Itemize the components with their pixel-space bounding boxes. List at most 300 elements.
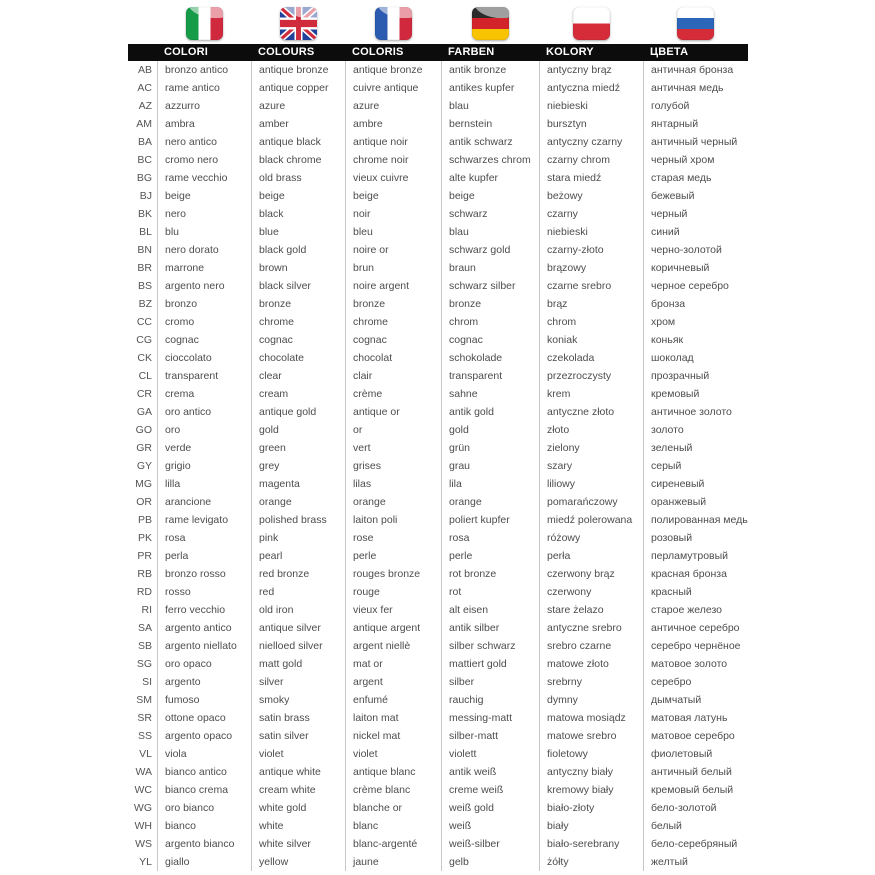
color-name: бело-золотой — [643, 799, 747, 817]
color-name: cognac — [251, 331, 345, 349]
color-name: chocolat — [345, 349, 441, 367]
color-name: beige — [157, 187, 251, 205]
color-name: старая медь — [643, 169, 747, 187]
color-name: chrom — [441, 313, 539, 331]
color-name: miedź polerowana — [539, 511, 643, 529]
color-name: старое железо — [643, 601, 747, 619]
color-name: ambre — [345, 115, 441, 133]
color-name: bronzo rosso — [157, 565, 251, 583]
color-name: cognac — [157, 331, 251, 349]
color-name: azure — [251, 97, 345, 115]
table-row — [128, 367, 748, 385]
table-row — [128, 691, 748, 709]
color-name: clair — [345, 367, 441, 385]
color-name: silber — [441, 673, 539, 691]
color-code: SS — [137, 730, 152, 742]
color-name: rose — [345, 529, 441, 547]
color-name: noire argent — [345, 277, 441, 295]
color-name: sahne — [441, 385, 539, 403]
color-name: violett — [441, 745, 539, 763]
color-name: czarny chrom — [539, 151, 643, 169]
color-name: золото — [643, 421, 747, 439]
table-row — [128, 799, 748, 817]
color-name: голубой — [643, 97, 747, 115]
color-name: rosa — [157, 529, 251, 547]
column-header-6: ЦВЕТА — [650, 46, 689, 58]
color-name: antique white — [251, 763, 345, 781]
table-row — [128, 115, 748, 133]
color-name: черный — [643, 205, 747, 223]
color-name: perla — [157, 547, 251, 565]
color-name: antique or — [345, 403, 441, 421]
color-name: коричневый — [643, 259, 747, 277]
color-name: crema — [157, 385, 251, 403]
color-name: brown — [251, 259, 345, 277]
color-name: antik weiß — [441, 763, 539, 781]
color-name: beige — [345, 187, 441, 205]
table-row — [128, 205, 748, 223]
color-name: zielony — [539, 439, 643, 457]
color-name: bianco antico — [157, 763, 251, 781]
color-name: grau — [441, 457, 539, 475]
color-name: satin silver — [251, 727, 345, 745]
color-name: серебро чернёное — [643, 637, 747, 655]
table-row — [128, 241, 748, 259]
color-name: weiß gold — [441, 799, 539, 817]
table-row — [128, 403, 748, 421]
color-name: bernstein — [441, 115, 539, 133]
color-code: CL — [138, 370, 152, 382]
color-name: antique noir — [345, 133, 441, 151]
color-name: argento bianco — [157, 835, 251, 853]
color-name: cromo nero — [157, 151, 251, 169]
france-flag-cell — [345, 7, 441, 40]
color-code: BJ — [139, 190, 152, 202]
color-name: оранжевый — [643, 493, 747, 511]
color-name: marrone — [157, 259, 251, 277]
color-name: antique black — [251, 133, 345, 151]
table-row — [128, 331, 748, 349]
color-name: бежевый — [643, 187, 747, 205]
color-name: antique copper — [251, 79, 345, 97]
color-code: SA — [137, 622, 152, 634]
union-jack-svg — [280, 7, 317, 40]
column-header-4: FARBEN — [448, 46, 495, 58]
table-row — [128, 457, 748, 475]
color-name: transparent — [441, 367, 539, 385]
color-name: messing-matt — [441, 709, 539, 727]
color-name: chrome — [251, 313, 345, 331]
color-name: bronze — [441, 295, 539, 313]
color-name: матовая латунь — [643, 709, 747, 727]
color-code: VL — [139, 748, 152, 760]
color-name: brąz — [539, 295, 643, 313]
table-row — [128, 529, 748, 547]
table-row — [128, 187, 748, 205]
color-name: liliowy — [539, 475, 643, 493]
color-name: orange — [345, 493, 441, 511]
table-row — [128, 133, 748, 151]
color-name: vert — [345, 439, 441, 457]
color-name: black silver — [251, 277, 345, 295]
color-name: ottone opaco — [157, 709, 251, 727]
color-name: oro antico — [157, 403, 251, 421]
color-name: хром — [643, 313, 747, 331]
table-row — [128, 421, 748, 439]
table-row — [128, 511, 748, 529]
color-name: schwarz gold — [441, 241, 539, 259]
color-name: матовое серебро — [643, 727, 747, 745]
color-name: czekolada — [539, 349, 643, 367]
table-row — [128, 835, 748, 853]
color-code: WS — [135, 838, 152, 850]
color-name: fumoso — [157, 691, 251, 709]
color-name: perle — [345, 547, 441, 565]
color-name: arancione — [157, 493, 251, 511]
color-name: argento antico — [157, 619, 251, 637]
color-name: дымчатый — [643, 691, 747, 709]
color-name: black — [251, 205, 345, 223]
color-name: czarny-złoto — [539, 241, 643, 259]
color-name: antyczny czarny — [539, 133, 643, 151]
table-row — [128, 853, 748, 871]
color-code: BN — [137, 244, 152, 256]
color-code: BC — [137, 154, 152, 166]
color-name: violet — [345, 745, 441, 763]
color-name: beżowy — [539, 187, 643, 205]
color-name: violet — [251, 745, 345, 763]
color-code: WG — [133, 802, 152, 814]
color-name: crème blanc — [345, 781, 441, 799]
column-header-1: COLORI — [164, 46, 208, 58]
color-name: czerwony brąz — [539, 565, 643, 583]
flags-row-spacer — [128, 7, 157, 40]
table-header — [128, 44, 748, 61]
color-name: blanche or — [345, 799, 441, 817]
color-name: ferro vecchio — [157, 601, 251, 619]
color-code: SI — [142, 676, 152, 688]
color-name: белый — [643, 817, 747, 835]
color-name: розовый — [643, 529, 747, 547]
color-code: CC — [136, 316, 152, 328]
russia-flag-cell — [643, 7, 747, 40]
color-code: SR — [137, 712, 152, 724]
column-header-5: KOLORY — [546, 46, 594, 58]
color-name: brun — [345, 259, 441, 277]
color-name: antik schwarz — [441, 133, 539, 151]
color-name: vieux cuivre — [345, 169, 441, 187]
color-name: cioccolato — [157, 349, 251, 367]
color-code: PR — [137, 550, 152, 562]
color-name: nero dorato — [157, 241, 251, 259]
table-row — [128, 97, 748, 115]
color-name: rosso — [157, 583, 251, 601]
table-row — [128, 475, 748, 493]
color-name: серебро — [643, 673, 747, 691]
color-code: BZ — [138, 298, 152, 310]
color-name: grün — [441, 439, 539, 457]
table-row — [128, 493, 748, 511]
color-code: GO — [135, 424, 152, 436]
color-name: gold — [251, 421, 345, 439]
table-row — [128, 295, 748, 313]
color-name: blu — [157, 223, 251, 241]
color-name: antik gold — [441, 403, 539, 421]
color-name: antyczny brąz — [539, 61, 643, 79]
color-name: antyczna miedź — [539, 79, 643, 97]
color-name: nero — [157, 205, 251, 223]
table-row — [128, 601, 748, 619]
color-name: кремовый — [643, 385, 747, 403]
color-name: bronzo — [157, 295, 251, 313]
code-column-header — [128, 44, 157, 61]
table-row — [128, 763, 748, 781]
color-name: фиолетовый — [643, 745, 747, 763]
table-row — [128, 565, 748, 583]
color-code: WA — [135, 766, 152, 778]
color-name: yellow — [251, 853, 345, 871]
color-name: argent niellè — [345, 637, 441, 655]
color-name: red — [251, 583, 345, 601]
table-row — [128, 709, 748, 727]
color-name: niebieski — [539, 223, 643, 241]
color-name: giallo — [157, 853, 251, 871]
color-code: MG — [135, 478, 152, 490]
color-code: SG — [136, 658, 152, 670]
color-code: OR — [136, 496, 152, 508]
color-name: argento niellato — [157, 637, 251, 655]
color-name: antikes kupfer — [441, 79, 539, 97]
color-code: BG — [136, 172, 152, 184]
table-row — [128, 781, 748, 799]
table-row — [128, 619, 748, 637]
table-row — [128, 817, 748, 835]
color-name: cream — [251, 385, 345, 403]
color-name: bleu — [345, 223, 441, 241]
color-name: noir — [345, 205, 441, 223]
color-name: black chrome — [251, 151, 345, 169]
color-name: czarne srebro — [539, 277, 643, 295]
color-code: WC — [134, 784, 152, 796]
color-name: черно-золотой — [643, 241, 747, 259]
color-code: RI — [141, 604, 152, 616]
color-name: rame levigato — [157, 511, 251, 529]
color-name: blau — [441, 97, 539, 115]
color-name: old brass — [251, 169, 345, 187]
table-row — [128, 637, 748, 655]
color-name: magenta — [251, 475, 345, 493]
column-header-3: COLORIS — [352, 46, 404, 58]
color-name: schwarzes chrom — [441, 151, 539, 169]
color-name: dymny — [539, 691, 643, 709]
color-name: chrome — [345, 313, 441, 331]
color-code: PB — [137, 514, 152, 526]
color-name: poliert kupfer — [441, 511, 539, 529]
color-name: argento nero — [157, 277, 251, 295]
color-name: античная медь — [643, 79, 747, 97]
table-row — [128, 385, 748, 403]
color-name: red bronze — [251, 565, 345, 583]
color-name: polished brass — [251, 511, 345, 529]
color-name: античный белый — [643, 763, 747, 781]
color-name: biały — [539, 817, 643, 835]
color-name: white gold — [251, 799, 345, 817]
color-name: antyczne złoto — [539, 403, 643, 421]
color-code: GA — [136, 406, 152, 418]
color-name: nielloed silver — [251, 637, 345, 655]
color-name: silber-matt — [441, 727, 539, 745]
color-name: srebro czarne — [539, 637, 643, 655]
color-name: cromo — [157, 313, 251, 331]
color-name: сиреневый — [643, 475, 747, 493]
color-name: beige — [441, 187, 539, 205]
color-name: antique blanc — [345, 763, 441, 781]
table-row — [128, 745, 748, 763]
color-name: синий — [643, 223, 747, 241]
color-name: argento — [157, 673, 251, 691]
color-name: rot bronze — [441, 565, 539, 583]
color-name: verde — [157, 439, 251, 457]
color-name: античная бронза — [643, 61, 747, 79]
color-name: silver — [251, 673, 345, 691]
color-name: oro bianco — [157, 799, 251, 817]
color-name: mat or — [345, 655, 441, 673]
color-name: желтый — [643, 853, 747, 871]
color-name: матовое золото — [643, 655, 747, 673]
color-name: old iron — [251, 601, 345, 619]
color-name: grigio — [157, 457, 251, 475]
color-code: YL — [139, 856, 152, 868]
color-name: pearl — [251, 547, 345, 565]
color-name: коньяк — [643, 331, 747, 349]
color-name: кремовый белый — [643, 781, 747, 799]
color-name: черный хром — [643, 151, 747, 169]
table-body — [128, 61, 748, 871]
color-name: rot — [441, 583, 539, 601]
color-name: white — [251, 817, 345, 835]
color-name: smoky — [251, 691, 345, 709]
table-row — [128, 169, 748, 187]
color-name: красный — [643, 583, 747, 601]
table-row — [128, 673, 748, 691]
color-name: pomarańczowy — [539, 493, 643, 511]
color-name: bronze — [345, 295, 441, 313]
color-code: AZ — [138, 100, 152, 112]
color-name: grises — [345, 457, 441, 475]
color-code: BA — [137, 136, 152, 148]
color-name: antique gold — [251, 403, 345, 421]
color-name: srebrny — [539, 673, 643, 691]
color-code: AB — [137, 64, 152, 76]
color-name: matt gold — [251, 655, 345, 673]
color-name: античное серебро — [643, 619, 747, 637]
color-name: cognac — [345, 331, 441, 349]
color-name: żółty — [539, 853, 643, 871]
table-row — [128, 259, 748, 277]
uk-flag-cell — [251, 7, 345, 40]
color-code: CR — [136, 388, 152, 400]
color-name: bianco crema — [157, 781, 251, 799]
color-name: szary — [539, 457, 643, 475]
color-name: красная бронза — [643, 565, 747, 583]
color-name: grey — [251, 457, 345, 475]
color-code: AM — [136, 118, 152, 130]
color-name: cuivre antique — [345, 79, 441, 97]
color-name: oro — [157, 421, 251, 439]
color-name: krem — [539, 385, 643, 403]
italy-flag-icon — [186, 7, 223, 40]
color-name: matowe złoto — [539, 655, 643, 673]
color-name: черное серебро — [643, 277, 747, 295]
color-name: blue — [251, 223, 345, 241]
color-code-sheet — [128, 0, 748, 871]
germany-flag-cell — [441, 7, 539, 40]
color-name: vieux fer — [345, 601, 441, 619]
color-name: шоколад — [643, 349, 747, 367]
color-name: antique silver — [251, 619, 345, 637]
color-code: SB — [137, 640, 152, 652]
color-name: creme weiß — [441, 781, 539, 799]
color-name: серый — [643, 457, 747, 475]
color-name: perła — [539, 547, 643, 565]
color-name: beige — [251, 187, 345, 205]
color-name: oro opaco — [157, 655, 251, 673]
color-name: clear — [251, 367, 345, 385]
color-name: różowy — [539, 529, 643, 547]
color-name: schwarz — [441, 205, 539, 223]
table-row — [128, 151, 748, 169]
color-name: argent — [345, 673, 441, 691]
poland-flag-cell — [539, 7, 643, 40]
color-name: argento opaco — [157, 727, 251, 745]
color-name: matowe srebro — [539, 727, 643, 745]
color-name: antik silber — [441, 619, 539, 637]
color-name: прозрачный — [643, 367, 747, 385]
color-name: przezroczysty — [539, 367, 643, 385]
table-row — [128, 61, 748, 79]
color-name: stara miedź — [539, 169, 643, 187]
color-name: weiß-silber — [441, 835, 539, 853]
color-name: black gold — [251, 241, 345, 259]
color-name: rouge — [345, 583, 441, 601]
color-name: gelb — [441, 853, 539, 871]
color-name: stare żelazo — [539, 601, 643, 619]
color-name: weiß — [441, 817, 539, 835]
color-name: azure — [345, 97, 441, 115]
color-name: mattiert gold — [441, 655, 539, 673]
color-name: blau — [441, 223, 539, 241]
flags-row — [128, 7, 748, 40]
color-code: RB — [137, 568, 152, 580]
color-name: зеленый — [643, 439, 747, 457]
color-name: antique bronze — [345, 61, 441, 79]
color-name: transparent — [157, 367, 251, 385]
table-row — [128, 349, 748, 367]
color-name: matowa mosiądz — [539, 709, 643, 727]
color-name: nero antico — [157, 133, 251, 151]
color-name: cognac — [441, 331, 539, 349]
color-name: lilas — [345, 475, 441, 493]
color-name: rauchig — [441, 691, 539, 709]
color-code: AC — [137, 82, 152, 94]
color-name: braun — [441, 259, 539, 277]
color-name: bianco — [157, 817, 251, 835]
color-name: czerwony — [539, 583, 643, 601]
color-name: white silver — [251, 835, 345, 853]
color-name: viola — [157, 745, 251, 763]
color-name: янтарный — [643, 115, 747, 133]
color-name: lila — [441, 475, 539, 493]
